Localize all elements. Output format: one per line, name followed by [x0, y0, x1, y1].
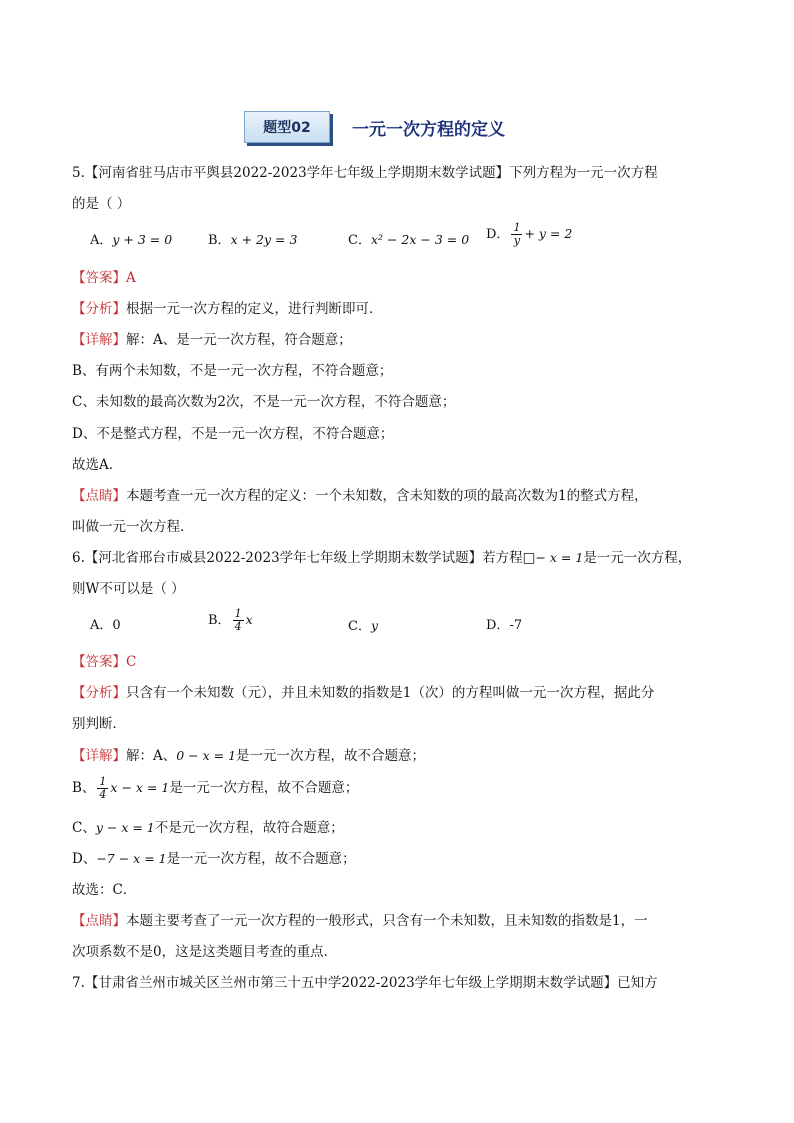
q5-answer: 【答案】A	[72, 270, 136, 286]
section-badge: 题型02	[244, 111, 330, 143]
q7-source: 【甘肃省兰州市城关区兰州市第三十五中学2022-2023学年七年级上学期期末数学试题】	[84, 975, 618, 991]
q6-detail: 【详解】解：A、0 − x = 1是一元一次方程，故不合题意；	[72, 748, 426, 764]
q5-option-c: C．x² − 2x − 3 = 0	[348, 232, 470, 248]
q6-analysis-line2: 别判断．	[72, 716, 126, 732]
q6-option-a: A．0	[90, 618, 121, 633]
q5-option-a: A．y + 3 = 0	[90, 232, 173, 248]
q6-option-c: C．y	[348, 618, 379, 634]
q5-detail-c: C、未知数的最高次数为2次，不是一元一次方程，不符合题意；	[72, 394, 456, 410]
q6-source: 【河北省邢台市威县2022-2023学年七年级上学期期末数学试题】	[84, 550, 483, 566]
q6-number: 6.	[72, 550, 85, 566]
q5-stem-line2: 的是（ ）	[72, 196, 131, 212]
section-title: 一元一次方程的定义	[352, 119, 505, 140]
q5-comment-line1: 【点睛】本题考查一元一次方程的定义：一个未知数，含未知数的项的最高次数为1的整式方程，	[72, 488, 648, 504]
q5-stem-line1	[72, 163, 658, 183]
fraction: $\frac{1}{y}$	[513, 221, 521, 247]
section-heading	[244, 107, 505, 147]
q5-detail: 【详解】解：A、是一元一次方程，符合题意；	[72, 332, 352, 348]
q5-number: 5.	[72, 165, 85, 181]
q5-option-b: B．x + 2y = 3	[208, 232, 298, 248]
q6-option-b: B． $\frac{1}{4}$ x	[208, 607, 253, 633]
q6-analysis-line1: 【分析】只含有一个未知数（元），并且未知数的指数是1（次）的方程叫做一元一次方程，据此分	[72, 685, 655, 701]
q6-comment-line1: 【点睛】本题主要考查了一元一次方程的一般形式，只含有一个未知数，且未知数的指数是1，一	[72, 913, 648, 929]
q6-stem-line1: 6.【河北省邢台市威县2022-2023学年七年级上学期期末数学试题】若方程□− x = 1是一元一次方程，	[72, 550, 692, 566]
q6-option-d: D．-7	[486, 618, 523, 633]
q5-source: 【河南省驻马店市平舆县2022-2023学年七年级上学期期末数学试题】	[84, 165, 510, 181]
q5-option-d: D． $\frac{1}{y}$ + y = 2	[486, 221, 573, 247]
fraction: $\frac{1}{4}$	[99, 775, 107, 801]
q6-choice: 故选：C．	[72, 882, 137, 898]
q7-stem-line1: 7.【甘肃省兰州市城关区兰州市第三十五中学2022-2023学年七年级上学期期末数学试题】已知方	[72, 975, 658, 991]
q5-choice: 故选A．	[72, 457, 123, 473]
q6-detail-c: C、y − x = 1不是元一次方程，故符合题意；	[72, 820, 344, 836]
q6-answer: 【答案】C	[72, 654, 137, 670]
q5-stem: 下列方程为一元一次方程	[509, 165, 658, 181]
q5-comment-line2: 叫做一元一次方程．	[72, 519, 194, 535]
q6-detail-b: B、 $\frac{1}{4}$ x − x = 1是一元一次方程，故不合题意；	[72, 775, 359, 801]
q5-detail-b: B、有两个未知数，不是一元一次方程，不符合题意；	[72, 363, 393, 379]
q5-analysis: 【分析】根据一元一次方程的定义，进行判断即可．	[72, 301, 383, 317]
q5-detail-d: D、不是整式方程，不是一元一次方程，不符合题意；	[72, 426, 394, 442]
fraction: $\frac{1}{4}$	[234, 607, 242, 633]
q6-stem-line2: 则W不可以是（ ）	[72, 581, 185, 597]
q7-number: 7.	[72, 975, 85, 991]
q6-detail-d: D、−7 − x = 1是一元一次方程，故不合题意；	[72, 851, 356, 867]
q6-comment-line2: 次项系数不是0，这是这类题目考查的重点．	[72, 944, 338, 960]
